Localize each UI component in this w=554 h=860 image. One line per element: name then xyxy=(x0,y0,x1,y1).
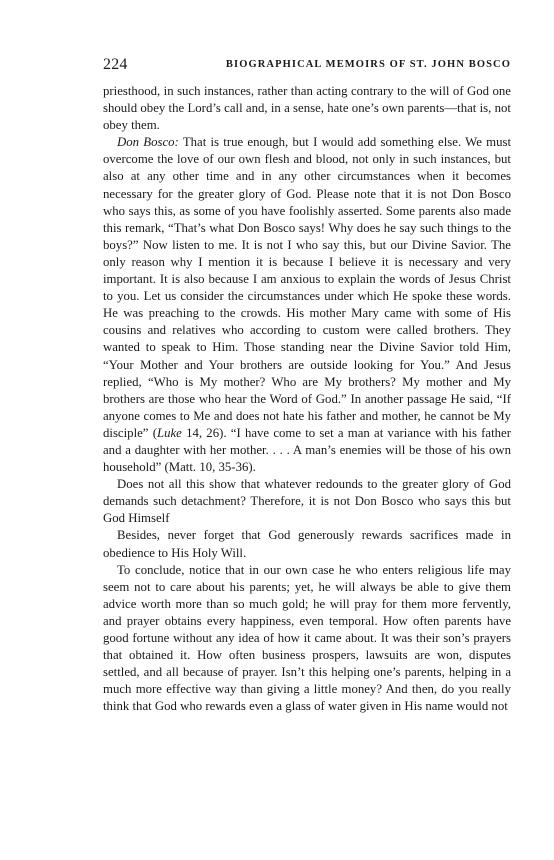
citation-book: Luke xyxy=(156,425,182,440)
paragraph-2-text-b: 14, 26). “I have come to set a man at variance with his father and a daughter with her mother. . . . A man’s enemies will be those of his own household” (Matt. 10, 35-36). xyxy=(103,425,511,475)
paragraph-1 xyxy=(103,83,511,134)
paragraph-5-text: To conclude, notice that in our own case he who enters religious life may seem not to care about his parents; yet, he will always be able to give them advice worth more than so much gold; he will pray for them more fervently, and prayer obtains every happiness, even temporal. How often parents have good fortune without any idea of how it came about. It was their son’s prayers that obtained it. How often business prospers, lawsuits are won, disputes settled, and all because of prayer. Isn’t this helping one’s parents, helping in a much more effective way than giving a little money? And then, do you really think that God who rewards even a glass of water given in His name would not xyxy=(103,562,511,714)
paragraph-2 xyxy=(103,134,511,476)
page-header xyxy=(103,56,511,78)
paragraph-1-text: priesthood, in such instances, rather than acting contrary to the will of God one should obey the Lord’s call and, in a sense, hate one’s own parents—that is, not obey them. xyxy=(103,84,511,133)
speaker-label: Don Bosco: xyxy=(117,135,179,150)
paragraph-2-text-a: That is true enough, but I would add something else. We must overcome the love of our own flesh and blood, not only in such instances, but also at any other time and in any other circumstances when it becomes necessary for the greater glory of God. Please note that it is not Don Bosco who says this, as some of you have foolishly asserted. Some parents also made this remark, “That’s what Don Bosco says! Why does he say such things to the boys?” Now listen to me. It is not I who say this, but our Divine Savior. The only reason why I mention it is because I believe it is necessary and very important. It is also because I am anxious to explain the words of Jesus Christ to you. Let us consider the circumstances under which He spoke these words. He was preaching to the crowds. His mother Mary came with some of His cousins and relatives who according to custom were called brothers. They wanted to speak to Him. Those standing near the Divine Savior told Him, “Your Mother and Your brothers are outside looking for You.” And Jesus replied, “Who is My mother? Who are My brothers? My mother and My brothers are those who hear the Word of God.” In another passage He said, “If anyone comes to Me and does not hate his father and mother, he cannot be My disciple” ( xyxy=(103,135,511,440)
paragraph-3-text: Does not all this show that whatever redounds to the greater glory of God demands such detachment? Therefore, it is not Don Bosco who says this but God Himself xyxy=(103,477,511,526)
page-number: 224 xyxy=(103,56,128,73)
body-text xyxy=(103,83,511,715)
paragraph-5 xyxy=(103,562,511,716)
running-head: BIOGRAPHICAL MEMOIRS OF ST. JOHN BOSCO xyxy=(225,59,511,70)
paragraph-3 xyxy=(103,476,511,527)
paragraph-4-text: Besides, never forget that God generously rewards sacrifices made in obedience to His Holy Will. xyxy=(103,528,511,560)
paragraph-4 xyxy=(103,527,511,561)
